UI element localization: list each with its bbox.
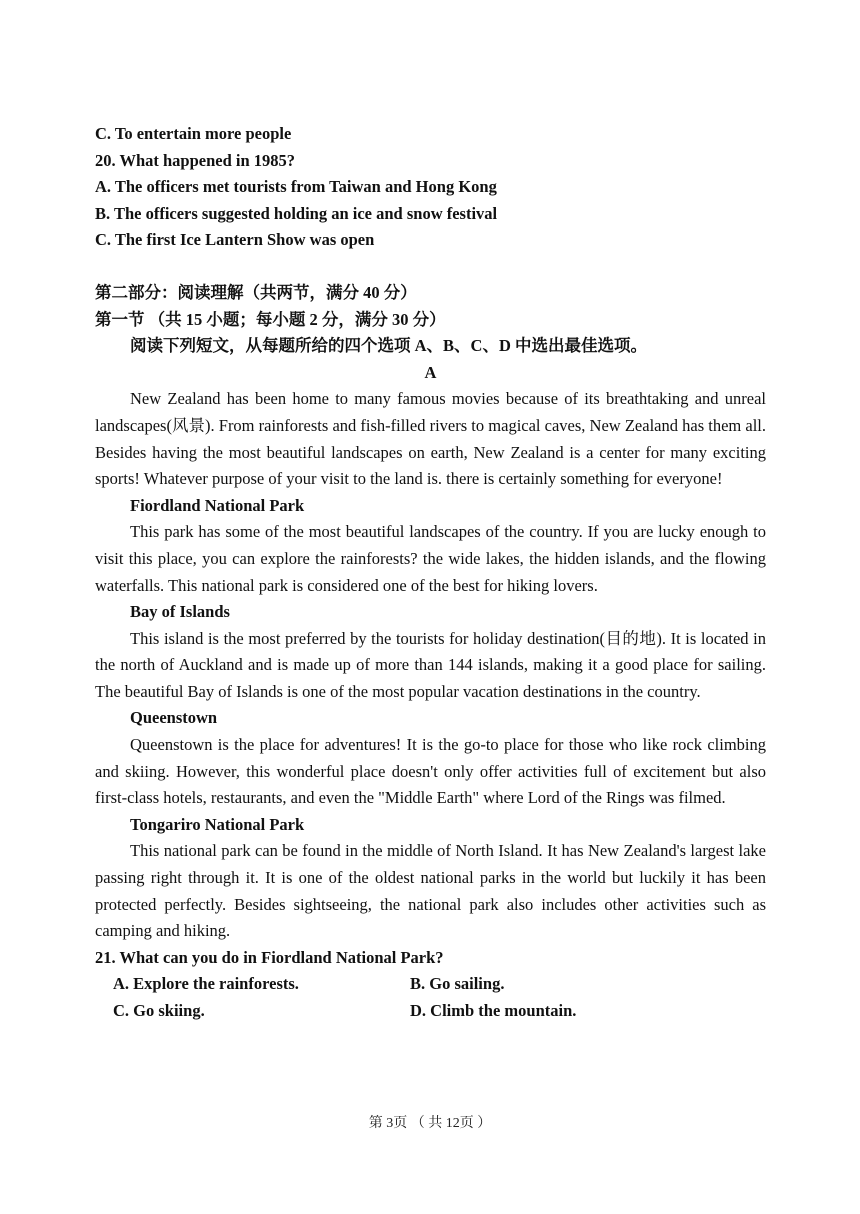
q21-question: 21. What can you do in Fiordland National Park? — [95, 947, 444, 967]
q21-option-a: A. Explore the rainforests. — [113, 974, 299, 994]
q19-option-c: C. To entertain more people — [95, 124, 292, 143]
q20-option-c: C. The first Ice Lantern Show was open — [95, 230, 375, 250]
park-text-fiordland: This park has some of the most beautiful landscapes of the country. If you are lucky enough to visit this place, you can explore the rainforests? the wide lakes, the hidden islands, and the flowing waterfalls. This national park is considered one of the best for hiking lovers. — [95, 522, 766, 595]
park-heading-bay-of-islands: Bay of Islands — [130, 602, 230, 622]
q21-option-d: D. Climb the mountain. — [410, 1001, 577, 1020]
instruction: 阅读下列短文，从每题所给的四个选项 A、B、C、D 中选出最佳选项。 — [130, 336, 648, 356]
park-heading-queenstown: Queenstown — [130, 708, 218, 728]
park-heading-fiordland: Fiordland National Park — [130, 495, 305, 515]
q21-options-row-1 — [95, 971, 766, 998]
park-text-queenstown: Queenstown is the place for adventures! It is the go-to place for those who like rock climbing and skiing. However, this wonderful place doesn't only offer activities full of excitement but also first-class hotels, restaurants, and even the "Middle Earth" where Lord of the Rings was filmed. — [95, 735, 766, 808]
park-text-tongariro: This national park can be found in the middle of North Island. It has New Zealand's largest lake passing right through it. It is one of the oldest national parks in the world but luckily it has been protected perfectly. Besides sightseeing, the national park also includes other activities such as camping and hiking. — [95, 841, 766, 941]
page-footer: 第 3页 （ 共 12页 ） — [368, 1116, 492, 1131]
q21-options-row-2 — [95, 998, 766, 1025]
q20-option-b: B. The officers suggested holding an ice and snow festival — [95, 203, 498, 223]
passage-label: A — [424, 362, 437, 382]
park-text-bay-of-islands: This island is the most preferred by the tourists for holiday destination(目的地). It is located in the north of Auckland and is made up of more than 144 islands, making it a good place for sailing. The beautiful Bay of Islands is one of the most popular vacation destinations in the country. — [95, 628, 766, 701]
passage-intro: New Zealand has been home to many famous movies because of its breathtaking and unreal landscapes(风景). From rainforests and fish-filled rivers to magical caves, New Zealand has them all. Besides having the most beautiful landscapes on earth, New Zealand is a center for many exciting sports! Whatever purpose of your visit to the land is. there is certainly something for everyone! — [95, 389, 766, 489]
exam-page-content — [95, 121, 766, 1025]
q21-option-b: B. Go sailing. — [410, 974, 505, 994]
part-title: 第二部分：阅读理解（共两节，满分 40 分） — [95, 282, 417, 302]
section-spacer — [95, 254, 766, 280]
park-heading-tongariro: Tongariro National Park — [130, 814, 305, 834]
q20-question: 20. What happened in 1985? — [95, 150, 296, 170]
q21-option-c: C. Go skiing. — [113, 1001, 205, 1020]
q20-option-a: A. The officers met tourists from Taiwan and Hong Kong — [95, 177, 497, 197]
section-title: 第一节 （共 15 小题；每小题 2 分，满分 30 分） — [95, 309, 446, 329]
